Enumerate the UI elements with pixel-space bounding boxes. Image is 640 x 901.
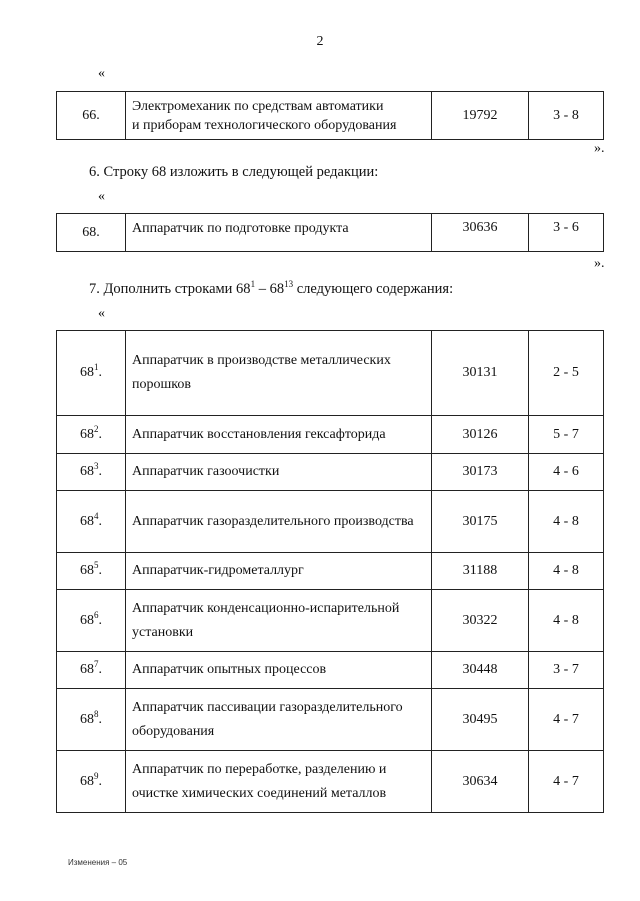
table-row (57, 491, 604, 553)
profession-code: 30634 (432, 751, 529, 813)
profession-code: 30448 (432, 652, 529, 689)
table-row (57, 92, 604, 140)
profession-code: 30175 (432, 491, 529, 553)
row-number: 66. (57, 92, 126, 140)
profession-name: Аппаратчик в производстве металлических порошков (126, 331, 432, 416)
grade-range: 5 - 7 (529, 416, 604, 454)
row-number: $68^8$. (57, 689, 126, 751)
paragraph-6: 6. Строку 68 изложить в следующей редакции: (89, 164, 379, 180)
grade-range: 4 - 8 (529, 590, 604, 652)
grade-range: 4 - 8 (529, 553, 604, 590)
profession-name: Аппаратчик газоочистки (126, 454, 432, 491)
table-row (57, 689, 604, 751)
profession-code: 30636 (432, 214, 529, 252)
profession-name: Аппаратчик конденсационно-испарительной установки (126, 590, 432, 652)
profession-code: 30495 (432, 689, 529, 751)
profession-name: Аппаратчик восстановления гексафторида (126, 416, 432, 454)
close-quote: ». (594, 141, 605, 156)
table-row (57, 454, 604, 491)
table-row-66 (56, 91, 604, 140)
profession-name-line2: и приборам технологического оборудования (132, 117, 397, 133)
row-number: 68. (57, 214, 126, 252)
profession-code: 30173 (432, 454, 529, 491)
profession-name: Аппаратчик по подготовке продукта (126, 214, 432, 252)
profession-code: 31188 (432, 553, 529, 590)
table-row (57, 214, 604, 252)
profession-name (126, 92, 432, 140)
grade-range: 3 - 6 (529, 214, 604, 252)
table-row (57, 590, 604, 652)
table-row (57, 416, 604, 454)
profession-name-line1: Электромеханик по средствам автоматики (132, 98, 384, 114)
grade-range: 4 - 7 (529, 689, 604, 751)
row-number: $68^1$. (57, 331, 126, 416)
table-row-68 (56, 213, 604, 252)
profession-name: Аппаратчик пассивации газоразделительного оборудования (126, 689, 432, 751)
professions-table (56, 330, 604, 813)
profession-name: Аппаратчик газоразделительного производства (126, 491, 432, 553)
page-number: 2 (316, 34, 324, 49)
open-quote: « (98, 306, 105, 321)
grade-range: 4 - 6 (529, 454, 604, 491)
table-row (57, 331, 604, 416)
row-number: $68^7$. (57, 652, 126, 689)
row-number: $68^5$. (57, 553, 126, 590)
grade-range: 3 - 8 (529, 92, 604, 140)
profession-name: Аппаратчик-гидрометаллург (126, 553, 432, 590)
profession-code: 30126 (432, 416, 529, 454)
row-number: $68^6$. (57, 590, 126, 652)
profession-name: Аппаратчик по переработке, разделению и очистке химических соединений металлов (126, 751, 432, 813)
row-number: $68^9$. (57, 751, 126, 813)
profession-code: 19792 (432, 92, 529, 140)
row-number: $68^2$. (57, 416, 126, 454)
close-quote: ». (594, 256, 605, 271)
grade-range: 4 - 8 (529, 491, 604, 553)
paragraph-7: 7. Дополнить строками $68^1 - 68^{13}$ следующего содержания: (89, 279, 454, 297)
open-quote: « (98, 189, 105, 204)
row-number: $68^4$. (57, 491, 126, 553)
table-row (57, 751, 604, 813)
table-row (57, 553, 604, 590)
profession-code: 30131 (432, 331, 529, 416)
profession-name: Аппаратчик опытных процессов (126, 652, 432, 689)
row-number: $68^3$. (57, 454, 126, 491)
profession-code: 30322 (432, 590, 529, 652)
open-quote: « (98, 66, 105, 81)
footer-text: Изменения – 05 (68, 858, 128, 867)
grade-range: 2 - 5 (529, 331, 604, 416)
table-row (57, 652, 604, 689)
grade-range: 3 - 7 (529, 652, 604, 689)
grade-range: 4 - 7 (529, 751, 604, 813)
